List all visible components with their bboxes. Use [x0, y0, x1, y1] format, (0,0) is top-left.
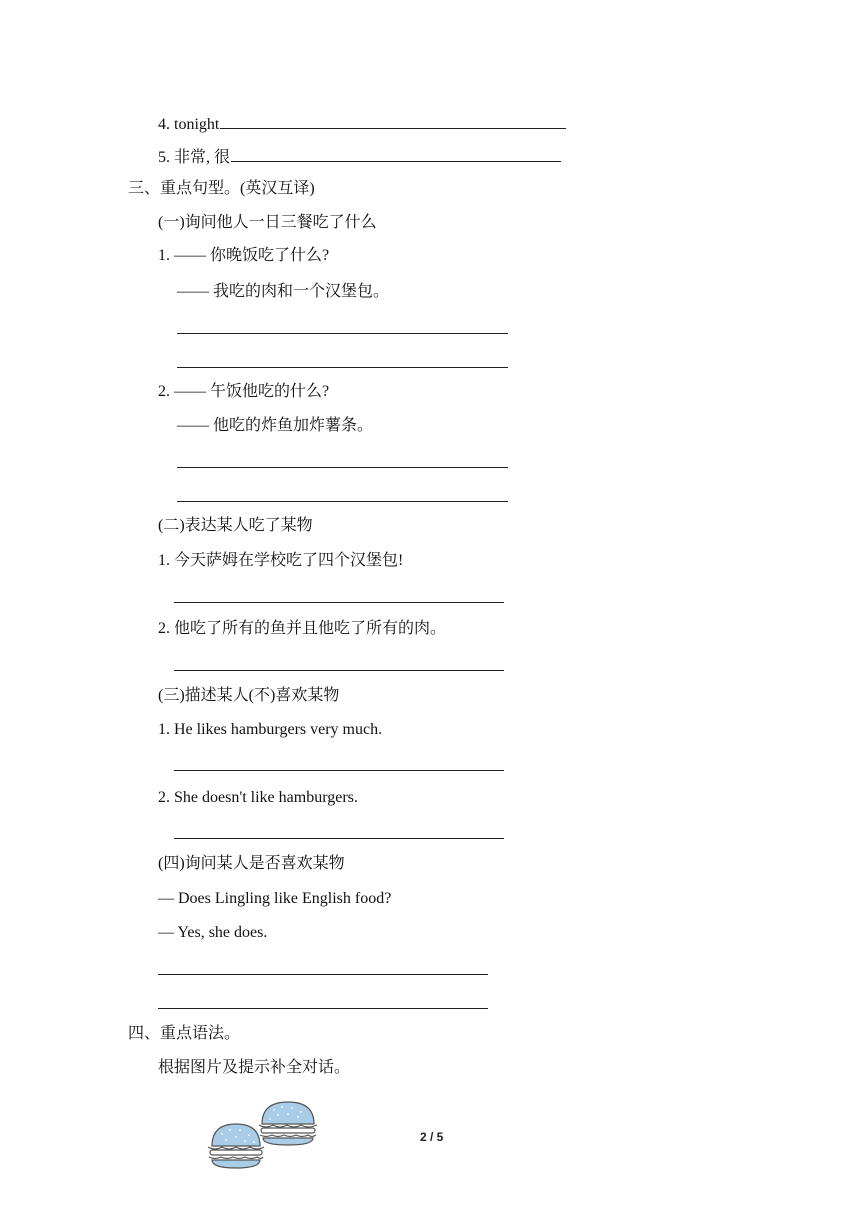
part-4-line-1: — Does Lingling like English food?: [158, 890, 392, 907]
hamburger-icon: [206, 1100, 326, 1174]
vocab-item-4-text: 4. tonight: [158, 116, 220, 133]
part-3-title: (三)描述某人(不)喜欢某物: [158, 687, 340, 704]
part-1-question-1a: 1. —— 你晚饭吃了什么?: [158, 247, 330, 264]
part-3-question-1: 1. He likes hamburgers very much.: [158, 721, 383, 738]
answer-line[interactable]: [158, 1008, 488, 1009]
hamburger-front: [208, 1124, 264, 1168]
hamburger-back: [259, 1102, 317, 1145]
answer-line[interactable]: [231, 147, 561, 162]
part-1-question-2a: 2. —— 午饭他吃的什么?: [158, 383, 330, 400]
part-2-question-2: 2. 他吃了所有的鱼并且他吃了所有的肉。: [158, 620, 447, 637]
part-1-question-1b: —— 我吃的肉和一个汉堡包。: [177, 283, 390, 300]
answer-line[interactable]: [177, 501, 508, 502]
answer-line[interactable]: [174, 670, 504, 671]
vocab-item-5: [158, 147, 561, 166]
section-3-title: 三、重点句型。(英汉互译): [128, 180, 315, 197]
answer-line[interactable]: [174, 770, 504, 771]
answer-line[interactable]: [220, 114, 566, 129]
hamburgers-illustration: [206, 1100, 326, 1174]
answer-line[interactable]: [177, 367, 508, 368]
page-number: 2 / 5: [420, 1130, 444, 1144]
answer-line[interactable]: [174, 602, 504, 603]
part-4-line-2: — Yes, she does.: [158, 924, 268, 941]
part-2-title: (二)表达某人吃了某物: [158, 517, 313, 534]
section-4-instruction: 根据图片及提示补全对话。: [158, 1059, 351, 1076]
part-2-question-1: 1. 今天萨姆在学校吃了四个汉堡包!: [158, 552, 404, 569]
answer-line[interactable]: [158, 974, 488, 975]
vocab-item-4: [158, 114, 566, 133]
part-1-question-2b: —— 他吃的炸鱼加炸薯条。: [177, 417, 374, 434]
part-4-title: (四)询问某人是否喜欢某物: [158, 855, 345, 872]
part-1-title: (一)询问他人一日三餐吃了什么: [158, 214, 377, 231]
answer-line[interactable]: [177, 467, 508, 468]
answer-line[interactable]: [177, 333, 508, 334]
answer-line[interactable]: [174, 838, 504, 839]
vocab-item-5-text: 5. 非常, 很: [158, 149, 231, 166]
section-4-title: 四、重点语法。: [128, 1025, 241, 1042]
part-3-question-2: 2. She doesn't like hamburgers.: [158, 789, 358, 806]
